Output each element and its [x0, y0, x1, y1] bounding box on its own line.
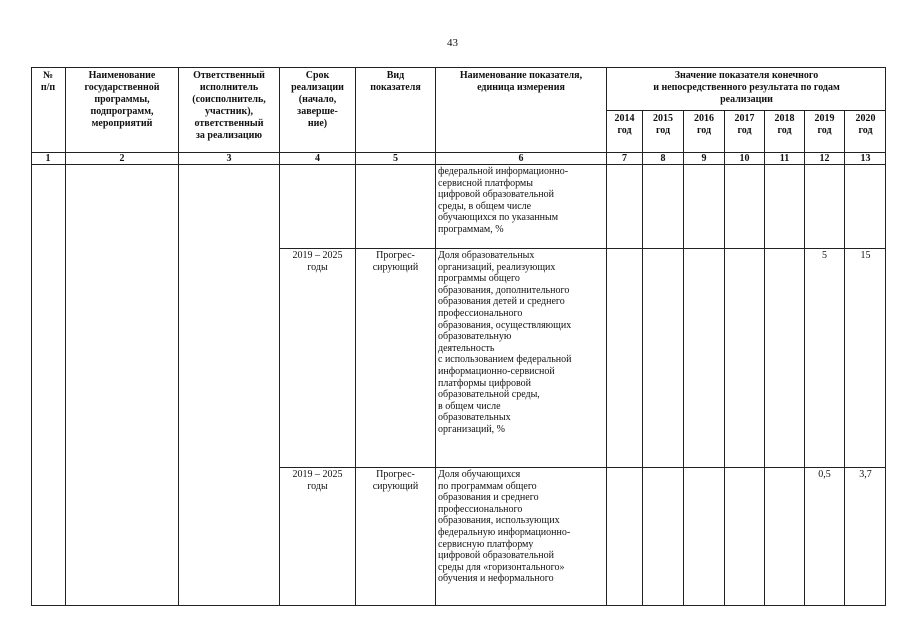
column-number: 11	[779, 153, 790, 164]
column-number: 8	[660, 153, 666, 164]
indicator-kind-cell: Прогрес- сирующий	[372, 250, 419, 273]
header-year-2016: 2016 год	[694, 113, 714, 136]
column-number: 10	[739, 153, 750, 164]
header-year-2014: 2014 год	[614, 113, 635, 136]
header-term: Срок реализации (начало, заверше- ние)	[291, 70, 344, 129]
header-responsible: Ответственный исполнитель (соисполнитель, участник), ответственный за реализацию	[192, 70, 266, 141]
header-indicator-kind: Вид показателя	[370, 70, 421, 93]
value-2019-cell: 5	[822, 250, 827, 261]
header-year-2015: 2015 год	[653, 113, 673, 136]
header-indicator-name: Наименование показателя, единица измерения	[459, 70, 583, 93]
indicator-name-cell: Доля обучающихся по программам общего образования и среднего профессионального образования, использующих федеральную информационно- сервисную платформу цифровой образовательной среды для «горизонтального» обучения и неформального	[438, 469, 571, 585]
header-year-2017: 2017 год	[734, 113, 755, 136]
header-number: № п/п	[40, 70, 56, 93]
column-number: 13	[860, 153, 871, 164]
header-year-2018: 2018 год	[774, 113, 795, 136]
header-year-2020: 2020 год	[855, 113, 876, 136]
indicator-table	[31, 67, 886, 606]
column-number: 1	[45, 153, 51, 164]
header-program-name: Наименование государственной программы, подпрограмм, мероприятий	[84, 70, 160, 129]
indicator-name-cell: федеральной информационно- сервисной платформы цифровой образовательной среды, в общем числе обучающихся по указанным программам, %	[438, 166, 569, 235]
value-2020-cell: 15	[860, 250, 871, 261]
value-2019-cell: 0,5	[818, 469, 831, 480]
term-cell: 2019 – 2025 годы	[292, 469, 343, 492]
page-number: 43	[447, 37, 458, 49]
indicator-name-cell: Доля образовательных организаций, реализующих программы общего образования, дополнительного образования детей и среднего профессионального образования, осуществляющих образовательную деятельность с использованием федеральной информационно-сервисной платформы цифровой образовательной среды, в общем числе образовательных организаций, %	[438, 250, 572, 435]
value-2020-cell: 3,7	[859, 469, 872, 480]
header-year-2019: 2019 год	[814, 113, 835, 136]
term-cell: 2019 – 2025 годы	[292, 250, 343, 273]
column-number: 3	[226, 153, 232, 164]
header-values-group: Значение показателя конечного и непосредственного результата по годам реализации	[653, 70, 840, 105]
column-number: 2	[119, 153, 125, 164]
column-number: 6	[518, 153, 524, 164]
column-number: 5	[393, 153, 398, 164]
column-number: 12	[819, 153, 830, 164]
column-number: 9	[701, 153, 707, 164]
indicator-kind-cell: Прогрес- сирующий	[372, 469, 419, 492]
column-number: 7	[622, 153, 627, 164]
column-number: 4	[315, 153, 320, 164]
